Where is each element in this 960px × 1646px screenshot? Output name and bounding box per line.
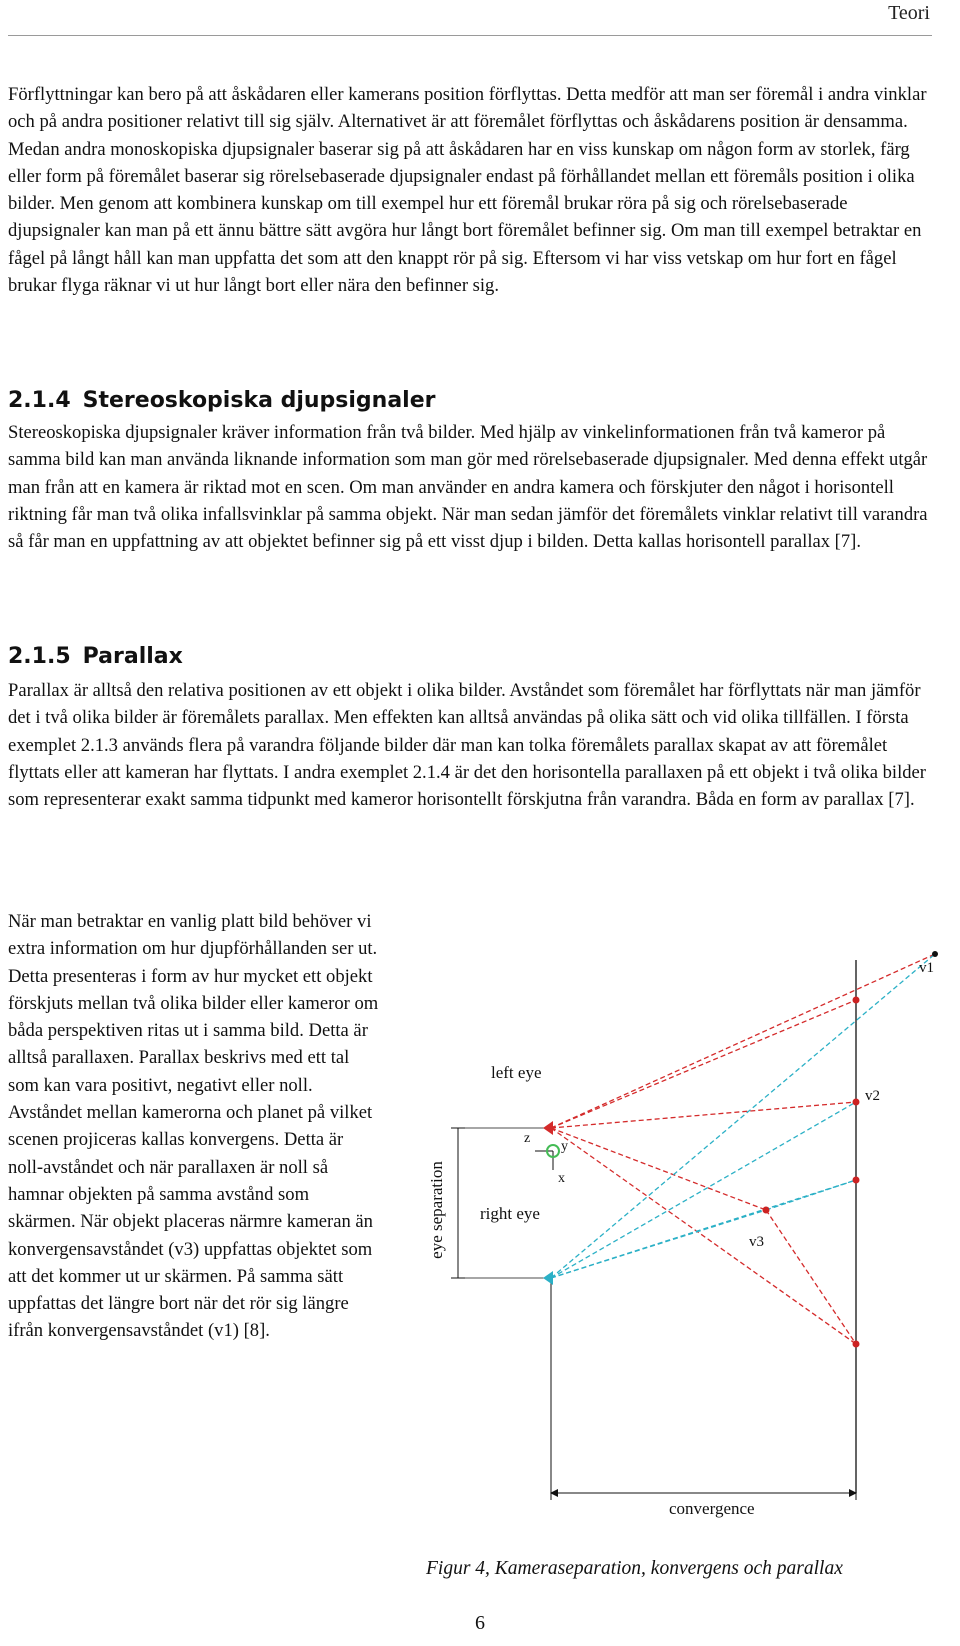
ray-right-v3 — [551, 1210, 766, 1278]
convergence-label: convergence — [669, 1499, 755, 1518]
y-axis-label: y — [561, 1139, 568, 1154]
v1-label: v1 — [919, 960, 934, 976]
left-eye-label: left eye — [491, 1063, 542, 1082]
paragraph-convergence: När man betraktar en vanlig platt bild behöver vi extra information om hur djupförhållanden ser ut. Detta presenteras i form av hur mycket ett objekt förskjuts mellan två olika bilder eller kameror om båda perspektiven ritas ut i samma bild. Detta är alltså parallaxen. Parallax beskrivs med ett tal som kan vara positivt, negativt eller noll. Avståndet mellan kamerorna och planet på vilket scenen projiceras kallas konvergens. Detta är noll-avståndet och när parallaxen är noll så hamnar objekten på samma avstånd som skärmen. När objekt placeras närmre kameran än konvergensavståndet (v3) uppfattas objektet som att det kommer ut ur skärmen. På samma sätt uppfattas det längre bort när det rör sig längre ifrån konvergensavståndet (v1) [8]. — [8, 911, 379, 1342]
figure-caption: Figur 4, Kameraseparation, konvergens och parallax — [426, 1558, 843, 1579]
figure-camera-separation — [427, 948, 939, 1540]
page-number: 6 — [475, 1612, 485, 1634]
v3-label: v3 — [749, 1234, 764, 1250]
left-eye-marker-icon — [543, 1121, 553, 1135]
paragraph-parallax: Parallax är alltså den relativa positionen av ett objekt i olika bilder. Avståndet som föremålet har förflyttats när man jämför det i två olika bilder är föremålets parallax. Men effekten kan alltså användas på olika sätt och vid olika tillfällen. I första exemplet 2.1.3 används flera på varandra följande bilder där man kan tolka föremålets parallax skapat av att föremålet flyttats eller att kameran har flyttats. I andra exemplet 2.1.4 är det den horisontella parallaxen på ett objekt i två olika bilder som representerar exakt samma tidpunkt med kameror horisontellt förskjutna från varandra. Båda en form av parallax [7]. — [8, 680, 926, 811]
ray-left-v1-screen — [551, 1000, 856, 1128]
v2-label: v2 — [865, 1088, 880, 1104]
ray-left-v3-ext — [766, 1210, 856, 1344]
right-eye-rays — [551, 954, 935, 1278]
right-eye-label: right eye — [480, 1204, 540, 1223]
ray-right-v2 — [551, 1102, 856, 1278]
ray-left-screen-low — [551, 1128, 856, 1344]
point-v3 — [763, 1207, 770, 1214]
x-axis-label: x — [558, 1171, 565, 1186]
heading-title: Stereoskopiska djupsignaler — [82, 388, 436, 413]
ray-left-v2 — [551, 1102, 856, 1128]
running-header: Teori — [888, 2, 930, 24]
point-v1 — [932, 951, 938, 957]
point-screen-mid — [853, 1177, 860, 1184]
z-axis-label: z — [524, 1131, 531, 1146]
heading-number: 2.1.5 — [8, 644, 71, 669]
heading-stereoscopic-cues — [8, 386, 435, 416]
ray-left-v3 — [551, 1128, 766, 1210]
paragraph-stereoscopic-cues: Stereoskopiska djupsignaler kräver information från två bilder. Med hjälp av vinkelinformationen från två kameror på samma bild kan man använda liknande information som man gör med rörelsebaserade djupsignaler. Med denna effekt utgår man från att en kamera är riktad mot en scen. Om man använder en andra kamera och förskjuter den något i horisontell riktning får man två olika infallsvinklar på samma objekt. När man sedan jämför det föremålets vinklar relativt till varandra så får man en uppfattning av att objektet befinner sig på ett visst djup i bilden. Detta kallas horisontell parallax [7]. — [8, 422, 928, 553]
right-eye-marker-icon — [543, 1271, 553, 1285]
heading-title: Parallax — [82, 644, 183, 669]
left-eye-rays — [551, 954, 935, 1344]
header-rule — [8, 35, 932, 36]
heading-number: 2.1.4 — [8, 388, 71, 413]
heading-parallax — [8, 642, 183, 672]
point-v1-screen — [853, 997, 860, 1004]
eye-separation-label: eye separation — [427, 1161, 446, 1259]
ray-right-v1 — [551, 954, 935, 1278]
point-screen-low — [853, 1341, 860, 1348]
paragraph-motion-depth-cues: Förflyttningar kan bero på att åskådaren eller kamerans position förflyttas. Detta medför att man ser föremål i andra vinklar och på andra positioner relativt till sig själv. Alternativet är att föremålet förflyttas och åskådarens position är densamma. Medan andra monoskopiska djupsignaler baserar sig på att åskådaren har en viss kunskap om någon form av storlek, färg eller form på föremålet baserar sig rörelsebaserade djupsignaler endast på förhållandet mellan ett föremåls position i olika bilder. Men genom att kombinera kunskap om till exempel hur ett föremål brukar röra på sig och rörelsebaserade djupsignaler kan man på ett ännu bättre sätt avgöra hur långt bort föremålet befinner sig. Om man till exempel betraktar en fågel på långt håll kan man uppfatta det som att den knappt rör på sig. Eftersom vi har viss vetskap om hur fort en fågel brukar flyga räknar vi ut hur långt bort eller nära den befinner sig. — [8, 84, 927, 297]
point-v2 — [853, 1099, 860, 1106]
parallax-diagram — [427, 948, 939, 1540]
